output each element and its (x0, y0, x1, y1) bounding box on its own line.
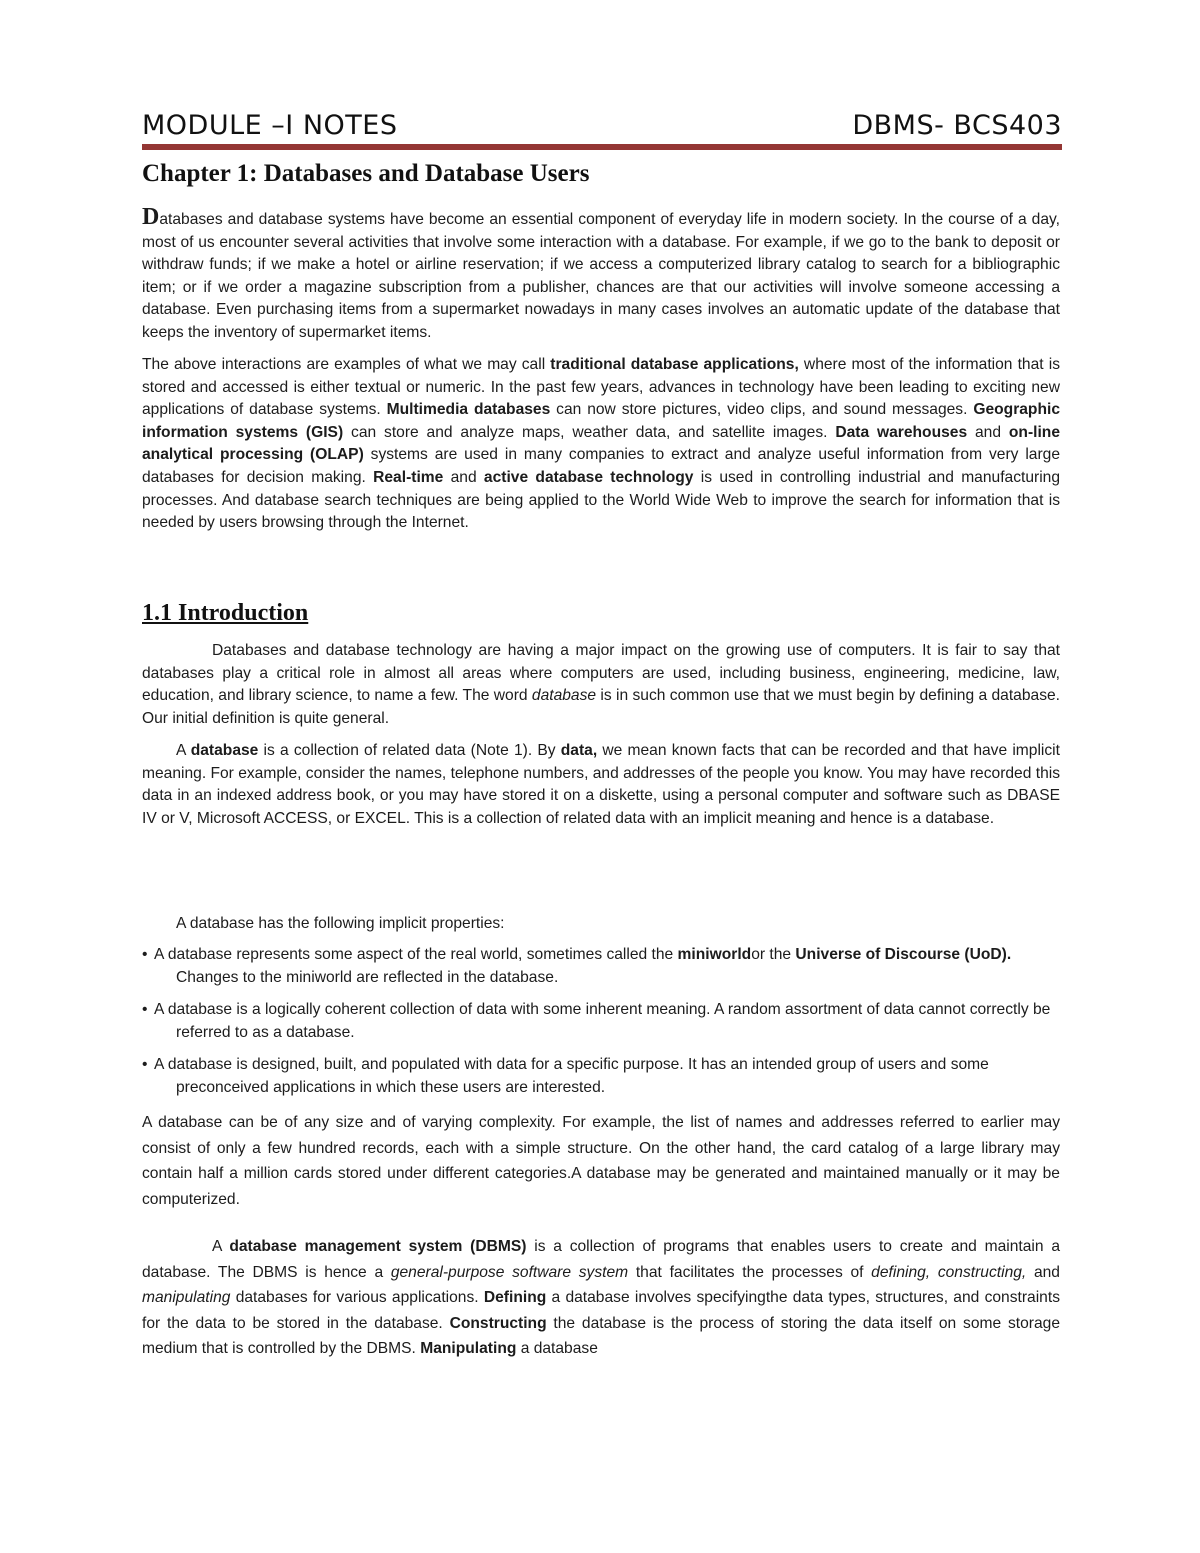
intro-paragraph-1-text: atabases and database systems have become an essential component of everyday life in modern society. In the course of a day, most of us encounter several activities that involve some interaction with a database. For example, if we go to the bank to deposit or withdraw funds; if we make a hotel or airline reservation; if we access a computerized library catalog to search for a bibliographic item; or if we order a magazine subscription from a publisher, chances are that our activities will involve someone accessing a database. Even purchasing items from a supermarket nowadays in many cases involves an automatic update of the database that keeps the inventory of supermarket items. (142, 211, 1060, 341)
list-item (142, 999, 1060, 1044)
term-defining: Defining (483, 1289, 547, 1306)
text-run: and (443, 468, 484, 486)
term-active-database-technology: active database technology (483, 468, 694, 486)
text-run: the database is the process of storing the data itself on some storage medium that is controlled by the DBMS. (142, 1314, 1060, 1357)
term-defining-constructing: defining, constructing, (871, 1263, 1027, 1281)
text-run: a database involves specifyingthe data types, structures, and constraints for the data to be stored in the database. (142, 1289, 1060, 1332)
text-run: A (212, 1238, 230, 1255)
bullet-icon: • (142, 1056, 148, 1074)
text-run: and (1026, 1263, 1060, 1281)
bullet-icon: • (142, 1001, 148, 1019)
text-run: A (176, 742, 191, 759)
section-title: 1.1 Introduction (142, 600, 309, 626)
section-paragraph-5 (142, 1234, 1060, 1362)
term-traditional-database-applications: traditional database applications, (550, 356, 799, 373)
text-run: is used in controlling industrial and manufacturing processes. And database search techniques are being applied to the World Wide Web to improve the search for information that is needed by users browsing through the Internet. (142, 468, 1061, 532)
intro-paragraph-1 (142, 206, 1060, 345)
drop-cap: D (142, 204, 160, 230)
term-manipulating: Manipulating (420, 1340, 517, 1357)
term-data: data, (560, 742, 598, 759)
term-real-time: Real-time (373, 468, 444, 486)
text-run: we mean known facts that can be recorded and that have implicit meaning. For example, consider the names, telephone numbers, and addresses of the people you know. You may have recorded this data in an indexed address book, or you may have stored it on a diskette, using a personal computer and software such as DBASE IV or V, Microsoft ACCESS, or EXCEL. This is a collection of related data with an implicit meaning and hence is a database. (142, 742, 1060, 827)
text-run: that facilitates the processes of (628, 1263, 872, 1281)
section-paragraph-4: A database can be of any size and of varying complexity. For example, the list of names and addresses referred to earlier may consist of only a few hundred records, each with a simple structure. On the other hand, the card catalog of a large library may contain half a million cards stored under different categories.A database may be generated and maintained manually or it may be computerized. (142, 1114, 1060, 1208)
page-header (142, 108, 1062, 142)
text-run: databases for various applications. (230, 1289, 484, 1306)
text-run: Changes to the miniworld are reflected in the database. (176, 968, 559, 986)
text-run: can now store pictures, video clips, and sound messages. (550, 401, 974, 419)
term-data-warehouses: Data warehouses (835, 423, 968, 441)
intro-paragraph-2 (142, 354, 1060, 535)
text-run: is a collection of related data (Note 1). By (258, 742, 561, 759)
text-run: systems are used in many companies to extract and analyze useful information from very large databases for decision making. (142, 446, 1061, 486)
term-manipulating-italic: manipulating (142, 1289, 231, 1306)
term-olap: on-line analytical processing (OLAP) (142, 423, 1060, 464)
term-multimedia-databases: Multimedia databases (386, 401, 551, 419)
list-item (142, 944, 1060, 989)
term-constructing: Constructing (449, 1314, 547, 1332)
text-run: or the (751, 946, 796, 963)
bullet-icon: • (142, 946, 148, 963)
text-run: is in such common use that we must begin by defining a database. Our initial definition is quite general. (142, 687, 1060, 727)
text-run: a database (516, 1340, 598, 1357)
text-run: A database is a logically coherent collection of data with some inherent meaning. A random assortment of data cannot correctly be referred to as a database. (154, 1001, 1051, 1041)
term-general-purpose-software-system: general-purpose software system (390, 1263, 629, 1281)
text-run: and (967, 423, 1009, 441)
section-paragraph-2 (142, 740, 1060, 830)
properties-list (142, 944, 1060, 1110)
header-module-title: MODULE –I NOTES (142, 110, 398, 141)
term-gis: Geographic information systems (GIS) (142, 401, 1060, 441)
section-paragraph-3: A database has the following implicit properties: (176, 915, 505, 932)
text-run: Databases and database technology are having a major impact on the growing use of computers. It is fair to say that databases play a critical role in almost all areas where computers are used, including business, engineering, medicine, law, education, and library science, to name a few. The word (142, 642, 1060, 705)
text-run: can store and analyze maps, weather data, and satellite images. (343, 423, 836, 441)
text-run: where most of the information that is stored and accessed is either textual or numeric. In the past few years, advances in technology have been leading to exciting new applications of database systems. (142, 356, 1060, 419)
term-database-italic: database (531, 687, 597, 705)
text-run: The above interactions are examples of what we may call (142, 356, 551, 373)
text-run: A database is designed, built, and populated with data for a specific purpose. It has an intended group of users and some preconceived applications in which these users are interested. (154, 1056, 989, 1096)
term-dbms: database management system (DBMS) (229, 1238, 527, 1255)
term-miniworld: miniworld (677, 946, 752, 963)
header-rule (142, 144, 1062, 150)
chapter-title: Chapter 1: Databases and Database Users (142, 160, 590, 187)
header-course-code: DBMS- BCS403 (852, 110, 1062, 141)
term-universe-of-discourse: Universe of Discourse (UoD). (795, 946, 1012, 963)
term-database: database (190, 742, 259, 759)
text-run: is a collection of programs that enables users to create and maintain a database. The DBMS is hence a (142, 1238, 1061, 1281)
section-paragraph-1 (142, 640, 1060, 730)
list-item (142, 1054, 1060, 1099)
text-run: A database represents some aspect of the real world, sometimes called the (154, 946, 678, 963)
